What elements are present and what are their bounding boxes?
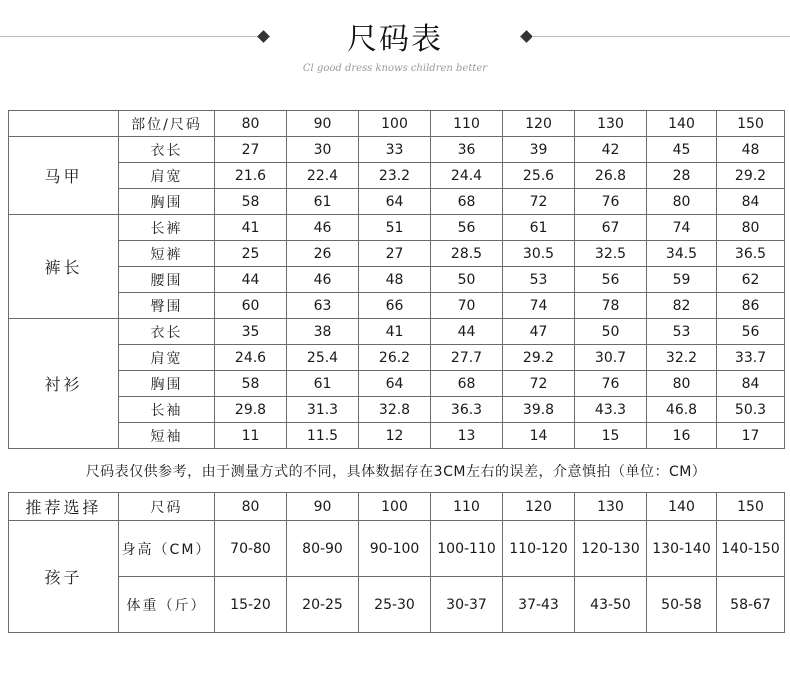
recommend-size-cell: 100 <box>359 493 431 521</box>
measurement-value: 48 <box>359 267 431 293</box>
measurement-value: 27.7 <box>431 345 503 371</box>
measurement-label: 胸围 <box>119 371 215 397</box>
table-row <box>9 163 785 189</box>
measurement-value: 21.6 <box>215 163 287 189</box>
recommend-value: 43-50 <box>575 577 647 633</box>
size-header-cell: 90 <box>287 111 359 137</box>
measurement-value: 74 <box>503 293 575 319</box>
measurement-value: 32.5 <box>575 241 647 267</box>
recommend-value: 80-90 <box>287 521 359 577</box>
measurement-value: 24.4 <box>431 163 503 189</box>
recommend-value: 130-140 <box>647 521 717 577</box>
measurement-value: 76 <box>575 371 647 397</box>
measurement-value: 33.7 <box>717 345 785 371</box>
measurement-value: 86 <box>717 293 785 319</box>
recommend-value: 110-120 <box>503 521 575 577</box>
measurement-value: 22.4 <box>287 163 359 189</box>
recommend-value: 50-58 <box>647 577 717 633</box>
measurement-value: 64 <box>359 189 431 215</box>
measurement-value: 62 <box>717 267 785 293</box>
measurement-value: 72 <box>503 371 575 397</box>
recommend-value: 37-43 <box>503 577 575 633</box>
measurement-value: 53 <box>647 319 717 345</box>
recommend-size-cell: 130 <box>575 493 647 521</box>
measurement-value: 26.2 <box>359 345 431 371</box>
measurement-value: 26.8 <box>575 163 647 189</box>
size-header-cell: 110 <box>431 111 503 137</box>
measurement-value: 84 <box>717 189 785 215</box>
measurement-value: 78 <box>575 293 647 319</box>
size-chart-table <box>8 110 785 449</box>
measurement-label: 短裤 <box>119 241 215 267</box>
table-row <box>9 319 785 345</box>
recommend-value: 120-130 <box>575 521 647 577</box>
recommend-size-cell: 110 <box>431 493 503 521</box>
measurement-value: 36 <box>431 137 503 163</box>
measurement-value: 16 <box>647 423 717 449</box>
table-row <box>9 189 785 215</box>
recommend-group-label: 孩子 <box>9 521 119 633</box>
table-row <box>9 267 785 293</box>
measurement-value: 50 <box>575 319 647 345</box>
measurement-label: 臀围 <box>119 293 215 319</box>
measurement-value: 46 <box>287 267 359 293</box>
measurement-value: 58 <box>215 371 287 397</box>
table-row <box>9 241 785 267</box>
recommendation-table <box>8 492 785 633</box>
measurement-value: 28.5 <box>431 241 503 267</box>
size-header-cell: 150 <box>717 111 785 137</box>
measurement-value: 67 <box>575 215 647 241</box>
measurement-value: 31.3 <box>287 397 359 423</box>
measurement-label: 长袖 <box>119 397 215 423</box>
measurement-value: 68 <box>431 189 503 215</box>
measurement-value: 11.5 <box>287 423 359 449</box>
disclaimer-note: 尺码表仅供参考，由于测量方式的不同，具体数据存在3CM左右的误差，介意慎拍（单位：CM） <box>85 464 707 480</box>
measurement-value: 41 <box>359 319 431 345</box>
measurement-value: 29.8 <box>215 397 287 423</box>
measurement-value: 24.6 <box>215 345 287 371</box>
page-subtitle: Cl good dress knows children better <box>302 63 488 74</box>
recommend-value: 70-80 <box>215 521 287 577</box>
measurement-value: 12 <box>359 423 431 449</box>
measurement-value: 63 <box>287 293 359 319</box>
measurement-value: 30.5 <box>503 241 575 267</box>
empty-corner-cell <box>9 111 119 137</box>
measurement-value: 33 <box>359 137 431 163</box>
measurement-value: 56 <box>431 215 503 241</box>
measurement-value: 38 <box>287 319 359 345</box>
corner-label: 部位/尺码 <box>119 111 215 137</box>
table-row <box>9 345 785 371</box>
diamond-ornament-left <box>257 30 270 43</box>
group-label: 裤长 <box>9 215 119 319</box>
measurement-label: 胸围 <box>119 189 215 215</box>
table-row <box>9 577 785 633</box>
measurement-value: 28 <box>647 163 717 189</box>
measurement-value: 39.8 <box>503 397 575 423</box>
measurement-value: 80 <box>647 189 717 215</box>
measurement-value: 51 <box>359 215 431 241</box>
recommend-value: 140-150 <box>717 521 785 577</box>
recommend-size-label: 尺码 <box>119 493 215 521</box>
group-label: 衬衫 <box>9 319 119 449</box>
measurement-label: 短袖 <box>119 423 215 449</box>
measurement-value: 70 <box>431 293 503 319</box>
measurement-value: 60 <box>215 293 287 319</box>
size-header-cell: 130 <box>575 111 647 137</box>
measurement-value: 13 <box>431 423 503 449</box>
measurement-label: 衣长 <box>119 137 215 163</box>
recommend-value: 90-100 <box>359 521 431 577</box>
measurement-value: 44 <box>215 267 287 293</box>
measurement-value: 47 <box>503 319 575 345</box>
measurement-label: 肩宽 <box>119 163 215 189</box>
measurement-value: 29.2 <box>717 163 785 189</box>
recommend-size-cell: 90 <box>287 493 359 521</box>
measurement-value: 80 <box>647 371 717 397</box>
size-header-cell: 140 <box>647 111 717 137</box>
page-title: 尺码表 <box>347 22 443 57</box>
size-header-cell: 100 <box>359 111 431 137</box>
recommend-header-row <box>9 493 785 521</box>
measurement-value: 36.3 <box>431 397 503 423</box>
table-row <box>9 371 785 397</box>
measurement-value: 82 <box>647 293 717 319</box>
measurement-value: 30.7 <box>575 345 647 371</box>
header-divider-left <box>0 36 258 37</box>
measurement-value: 11 <box>215 423 287 449</box>
recommend-value: 30-37 <box>431 577 503 633</box>
table-row <box>9 293 785 319</box>
measurement-label: 长裤 <box>119 215 215 241</box>
measurement-value: 61 <box>287 371 359 397</box>
measurement-value: 48 <box>717 137 785 163</box>
measurement-label: 肩宽 <box>119 345 215 371</box>
measurement-value: 76 <box>575 189 647 215</box>
recommend-value: 100-110 <box>431 521 503 577</box>
size-header-cell: 120 <box>503 111 575 137</box>
measurement-value: 25 <box>215 241 287 267</box>
table-row <box>9 397 785 423</box>
measurement-value: 30 <box>287 137 359 163</box>
group-label: 马甲 <box>9 137 119 215</box>
measurement-value: 56 <box>717 319 785 345</box>
measurement-value: 46 <box>287 215 359 241</box>
measurement-value: 44 <box>431 319 503 345</box>
diamond-ornament-right <box>520 30 533 43</box>
measurement-value: 68 <box>431 371 503 397</box>
recommend-value: 25-30 <box>359 577 431 633</box>
table-row <box>9 137 785 163</box>
recommend-row-label: 身高（CM） <box>119 521 215 577</box>
measurement-value: 14 <box>503 423 575 449</box>
recommend-size-cell: 140 <box>647 493 717 521</box>
measurement-label: 腰围 <box>119 267 215 293</box>
measurement-value: 50 <box>431 267 503 293</box>
measurement-value: 36.5 <box>717 241 785 267</box>
size-header-row <box>9 111 785 137</box>
recommend-size-cell: 80 <box>215 493 287 521</box>
size-header-cell: 80 <box>215 111 287 137</box>
measurement-value: 58 <box>215 189 287 215</box>
measurement-value: 23.2 <box>359 163 431 189</box>
measurement-value: 35 <box>215 319 287 345</box>
measurement-value: 15 <box>575 423 647 449</box>
measurement-value: 53 <box>503 267 575 293</box>
recommend-value: 15-20 <box>215 577 287 633</box>
recommend-row-label: 体重（斤） <box>119 577 215 633</box>
measurement-value: 74 <box>647 215 717 241</box>
measurement-value: 26 <box>287 241 359 267</box>
measurement-value: 46.8 <box>647 397 717 423</box>
recommend-size-cell: 120 <box>503 493 575 521</box>
measurement-value: 72 <box>503 189 575 215</box>
table-row <box>9 215 785 241</box>
measurement-value: 84 <box>717 371 785 397</box>
recommend-value: 58-67 <box>717 577 785 633</box>
table-row <box>9 423 785 449</box>
measurement-value: 66 <box>359 293 431 319</box>
measurement-value: 80 <box>717 215 785 241</box>
measurement-value: 27 <box>359 241 431 267</box>
measurement-value: 17 <box>717 423 785 449</box>
measurement-value: 25.6 <box>503 163 575 189</box>
recommend-corner-label: 推荐选择 <box>9 493 119 521</box>
measurement-value: 25.4 <box>287 345 359 371</box>
measurement-value: 50.3 <box>717 397 785 423</box>
measurement-value: 59 <box>647 267 717 293</box>
measurement-value: 64 <box>359 371 431 397</box>
recommend-value: 20-25 <box>287 577 359 633</box>
measurement-value: 41 <box>215 215 287 241</box>
table-row <box>9 521 785 577</box>
measurement-value: 27 <box>215 137 287 163</box>
measurement-value: 39 <box>503 137 575 163</box>
measurement-value: 61 <box>287 189 359 215</box>
measurement-value: 32.8 <box>359 397 431 423</box>
measurement-value: 32.2 <box>647 345 717 371</box>
recommend-size-cell: 150 <box>717 493 785 521</box>
measurement-value: 45 <box>647 137 717 163</box>
measurement-value: 56 <box>575 267 647 293</box>
measurement-value: 43.3 <box>575 397 647 423</box>
measurement-value: 42 <box>575 137 647 163</box>
measurement-value: 34.5 <box>647 241 717 267</box>
measurement-value: 29.2 <box>503 345 575 371</box>
measurement-value: 61 <box>503 215 575 241</box>
header-divider-right <box>532 36 790 37</box>
measurement-label: 衣长 <box>119 319 215 345</box>
